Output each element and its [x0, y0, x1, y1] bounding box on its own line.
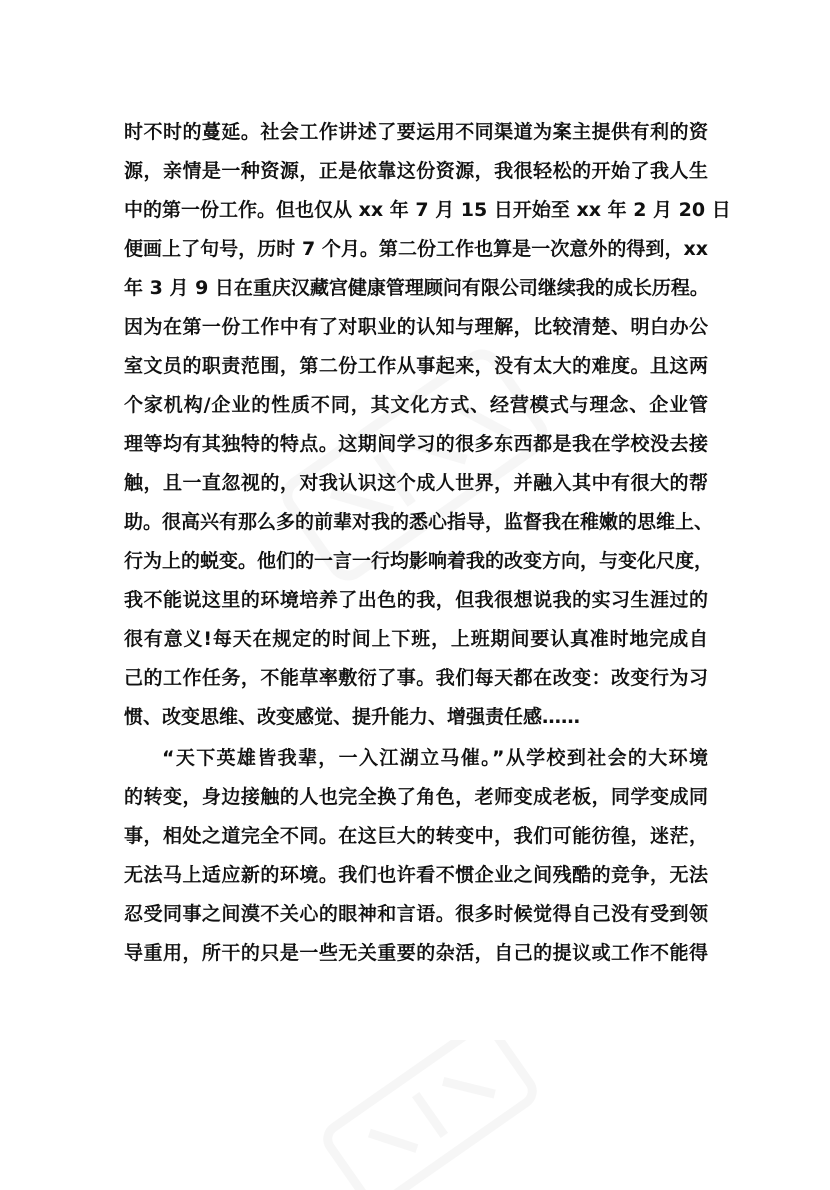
paragraph2-line-1: “天下英雄皆我辈，一入江湖立马催。”从学校到社会的大环境: [162, 747, 708, 769]
paragraph-line-2: 源，亲情是一种资源，正是依靠这份资源，我很轻松的开始了我人生: [124, 160, 708, 182]
paragraph-line-5: 年 3 月 9 日在重庆汉藏宫健康管理顾问有限公司继续我的成长历程。: [124, 277, 709, 299]
paragraph-line-7: 室文员的职责范围，第二份工作从事起来，没有太大的难度。且这两: [124, 355, 708, 377]
paragraph-line-10: 触，且一直忽视的，对我认识这个成人世界，并融入其中有很大的帮: [124, 472, 708, 494]
paragraph2-line-4: 无法马上适应新的环境。我们也许看不惯企业之间残酷的竞争，无法: [124, 864, 708, 886]
paragraph2-line-6: 导重用，所干的只是一些无关重要的杂活，自己的提议或工作不能得: [124, 942, 708, 964]
watermark-stamp-bottom: [300, 1040, 560, 1190]
paragraph-line-15: 己的工作任务，不能草率敷衍了事。我们每天都在改变：改变行为习: [124, 667, 708, 689]
paragraph-line-11: 助。很高兴有那么多的前辈对我的悉心指导，监督我在稚嫩的思维上、: [124, 511, 714, 533]
paragraph-line-12: 行为上的蜕变。他们的一言一行均影响着我的改变方向，与变化尺度，: [124, 550, 714, 572]
paragraph-line-8: 个家机构/企业的性质不同，其文化方式、经营模式与理念、企业管: [124, 394, 708, 416]
paragraph-line-9: 理等均有其独特的特点。这期间学习的很多东西都是我在学校没去接: [124, 433, 708, 455]
paragraph-line-4: 便画上了句号，历时 7 个月。第二份工作也算是一次意外的得到，xx: [124, 238, 708, 260]
paragraph-line-1: 时不时的蔓延。社会工作讲述了要运用不同渠道为案主提供有利的资: [124, 121, 708, 143]
paragraph-line-3: 中的第一份工作。但也仅从 xx 年 7 月 15 日开始至 xx 年 2 月 20 日: [124, 199, 731, 221]
paragraph2-line-5: 忍受同事之间漠不关心的眼神和言语。很多时候觉得自己没有受到领: [124, 903, 708, 925]
paragraph-line-16: 惯、改变思维、改变感觉、提升能力、增强责任感……: [124, 706, 581, 728]
paragraph-line-14: 很有意义!每天在规定的时间上下班，上班期间要认真准时地完成自: [124, 628, 708, 650]
paragraph2-line-3: 事，相处之道完全不同。在这巨大的转变中，我们可能彷徨，迷茫，: [124, 825, 708, 847]
paragraph2-line-2: 的转变，身边接触的人也完全换了角色，老师变成老板，同学变成同: [124, 786, 708, 808]
paragraph-line-6: 因为在第一份工作中有了对职业的认知与理解，比较清楚、明白办公: [124, 316, 708, 338]
paragraph-line-13: 我不能说这里的环境培养了出色的我，但我很想说我的实习生涯过的: [124, 589, 708, 611]
